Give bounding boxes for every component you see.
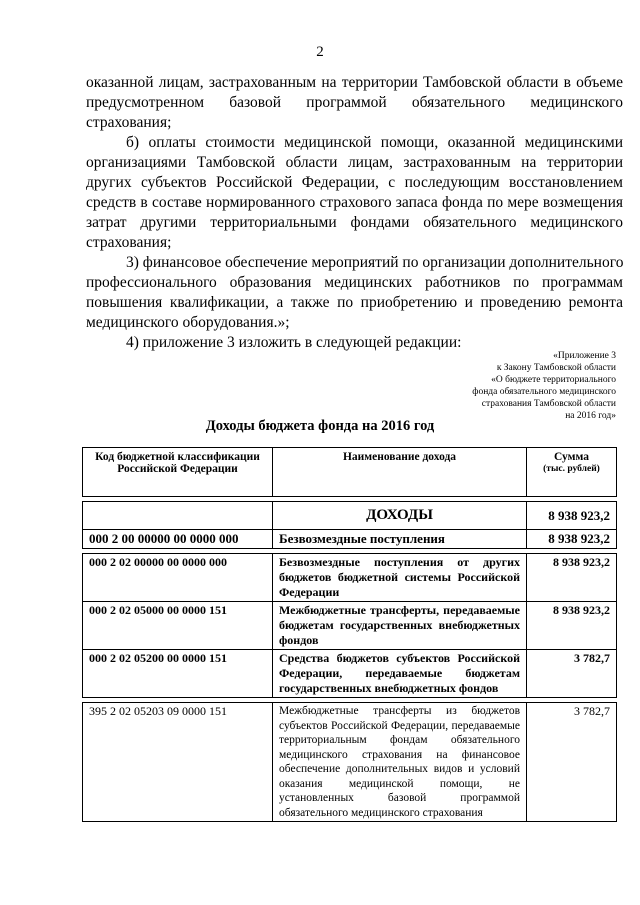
row-amount: 3 782,7 [527, 703, 617, 822]
paragraph-line: организациями Тамбовской области лицам, застрахованным на территории [86, 154, 623, 171]
paragraph-line: повышения квалификации, а также по приобретению и проведению ремонта [86, 294, 623, 311]
table-row [83, 554, 617, 602]
code-column-header: Код бюджетной классификации Российской Федерации [83, 448, 273, 497]
row-name: Безвозмездные поступления [273, 530, 527, 549]
name-column-header: Наименование дохода [273, 448, 527, 497]
paragraph-line: б) оплаты стоимости медицинской помощи, оказанной медицинскими [126, 134, 623, 151]
paragraph-line: страхования; [86, 234, 172, 251]
sum-header-unit: (тыс. рублей) [543, 464, 600, 474]
row-code: 000 2 02 00000 00 0000 000 [83, 554, 273, 602]
row-amount: 8 938 923,2 [527, 602, 617, 650]
table-row [83, 650, 617, 698]
page-number: 2 [316, 44, 324, 60]
paragraph-line: 3) финансовое обеспечение мероприятий по организации дополнительного [126, 254, 623, 271]
row-amount: 8 938 923,2 [527, 554, 617, 602]
row-code: 000 2 00 00000 00 0000 000 [83, 530, 273, 549]
document-title: Доходы бюджета фонда на 2016 год [205, 418, 435, 434]
appendix-line: страхования Тамбовской области [481, 399, 616, 409]
row-name: Безвозмездные поступления от других бюджетов бюджетной системы Российской Федерации [273, 554, 527, 602]
row-name: ДОХОДЫ [273, 502, 527, 530]
table-row [83, 502, 617, 530]
paragraph-line: средств в составе нормированного страхового запаса фонда по мере возмещения [86, 194, 623, 211]
row-code: 395 2 02 05203 09 0000 151 [83, 703, 273, 822]
appendix-line: «Приложение 3 [553, 351, 616, 361]
table-row [83, 530, 617, 549]
row-name: Межбюджетные трансферты из бюджетов субъектов Российской Федерации, передаваемые территориальным фондам обязательного медицинского страхования на финансовое обеспечение дополнительных видов и условий оказания медицинской помощи, не установленных базовой программой обязательного медицинского страхования [273, 703, 527, 822]
paragraph-line: оказанной лицам, застрахованным на территории Тамбовской области в объеме [86, 74, 623, 91]
row-amount: 8 938 923,2 [527, 502, 617, 530]
appendix-line: фонда обязательного медицинского [472, 387, 616, 397]
sum-header-label: Сумма [554, 451, 589, 463]
paragraph-line: страхования; [86, 114, 172, 131]
table-row [83, 602, 617, 650]
row-name: Межбюджетные трансферты, передаваемые бюджетам государственных внебюджетных фондов [273, 602, 527, 650]
appendix-line: на 2016 год» [565, 411, 616, 421]
row-code [83, 502, 273, 530]
row-code: 000 2 02 05200 00 0000 151 [83, 650, 273, 698]
row-amount: 3 782,7 [527, 650, 617, 698]
paragraph-line: других субъектов Российской Федерации, с последующим восстановлением [86, 174, 623, 191]
paragraph-line: предусмотренном базовой программой обязательного медицинского [86, 94, 623, 111]
income-table [82, 447, 617, 822]
appendix-line: к Закону Тамбовской области [496, 363, 616, 373]
table-row [83, 703, 617, 822]
row-code: 000 2 02 05000 00 0000 151 [83, 602, 273, 650]
paragraph-line: затрат другими территориальными фондами обязательного медицинского [86, 214, 623, 231]
table-header-row [83, 448, 617, 497]
paragraph-line: медицинского оборудования.»; [86, 314, 290, 331]
paragraph-line: 4) приложение 3 изложить в следующей редакции: [126, 334, 462, 351]
sum-column-header [527, 448, 617, 497]
appendix-line: «О бюджете территориального [491, 375, 616, 385]
paragraph-line: профессионального образования медицинских работников по программам [86, 274, 623, 291]
row-amount: 8 938 923,2 [527, 530, 617, 549]
row-name: Средства бюджетов субъектов Российской Федерации, передаваемые бюджетам государственных внебюджетных фондов [273, 650, 527, 698]
